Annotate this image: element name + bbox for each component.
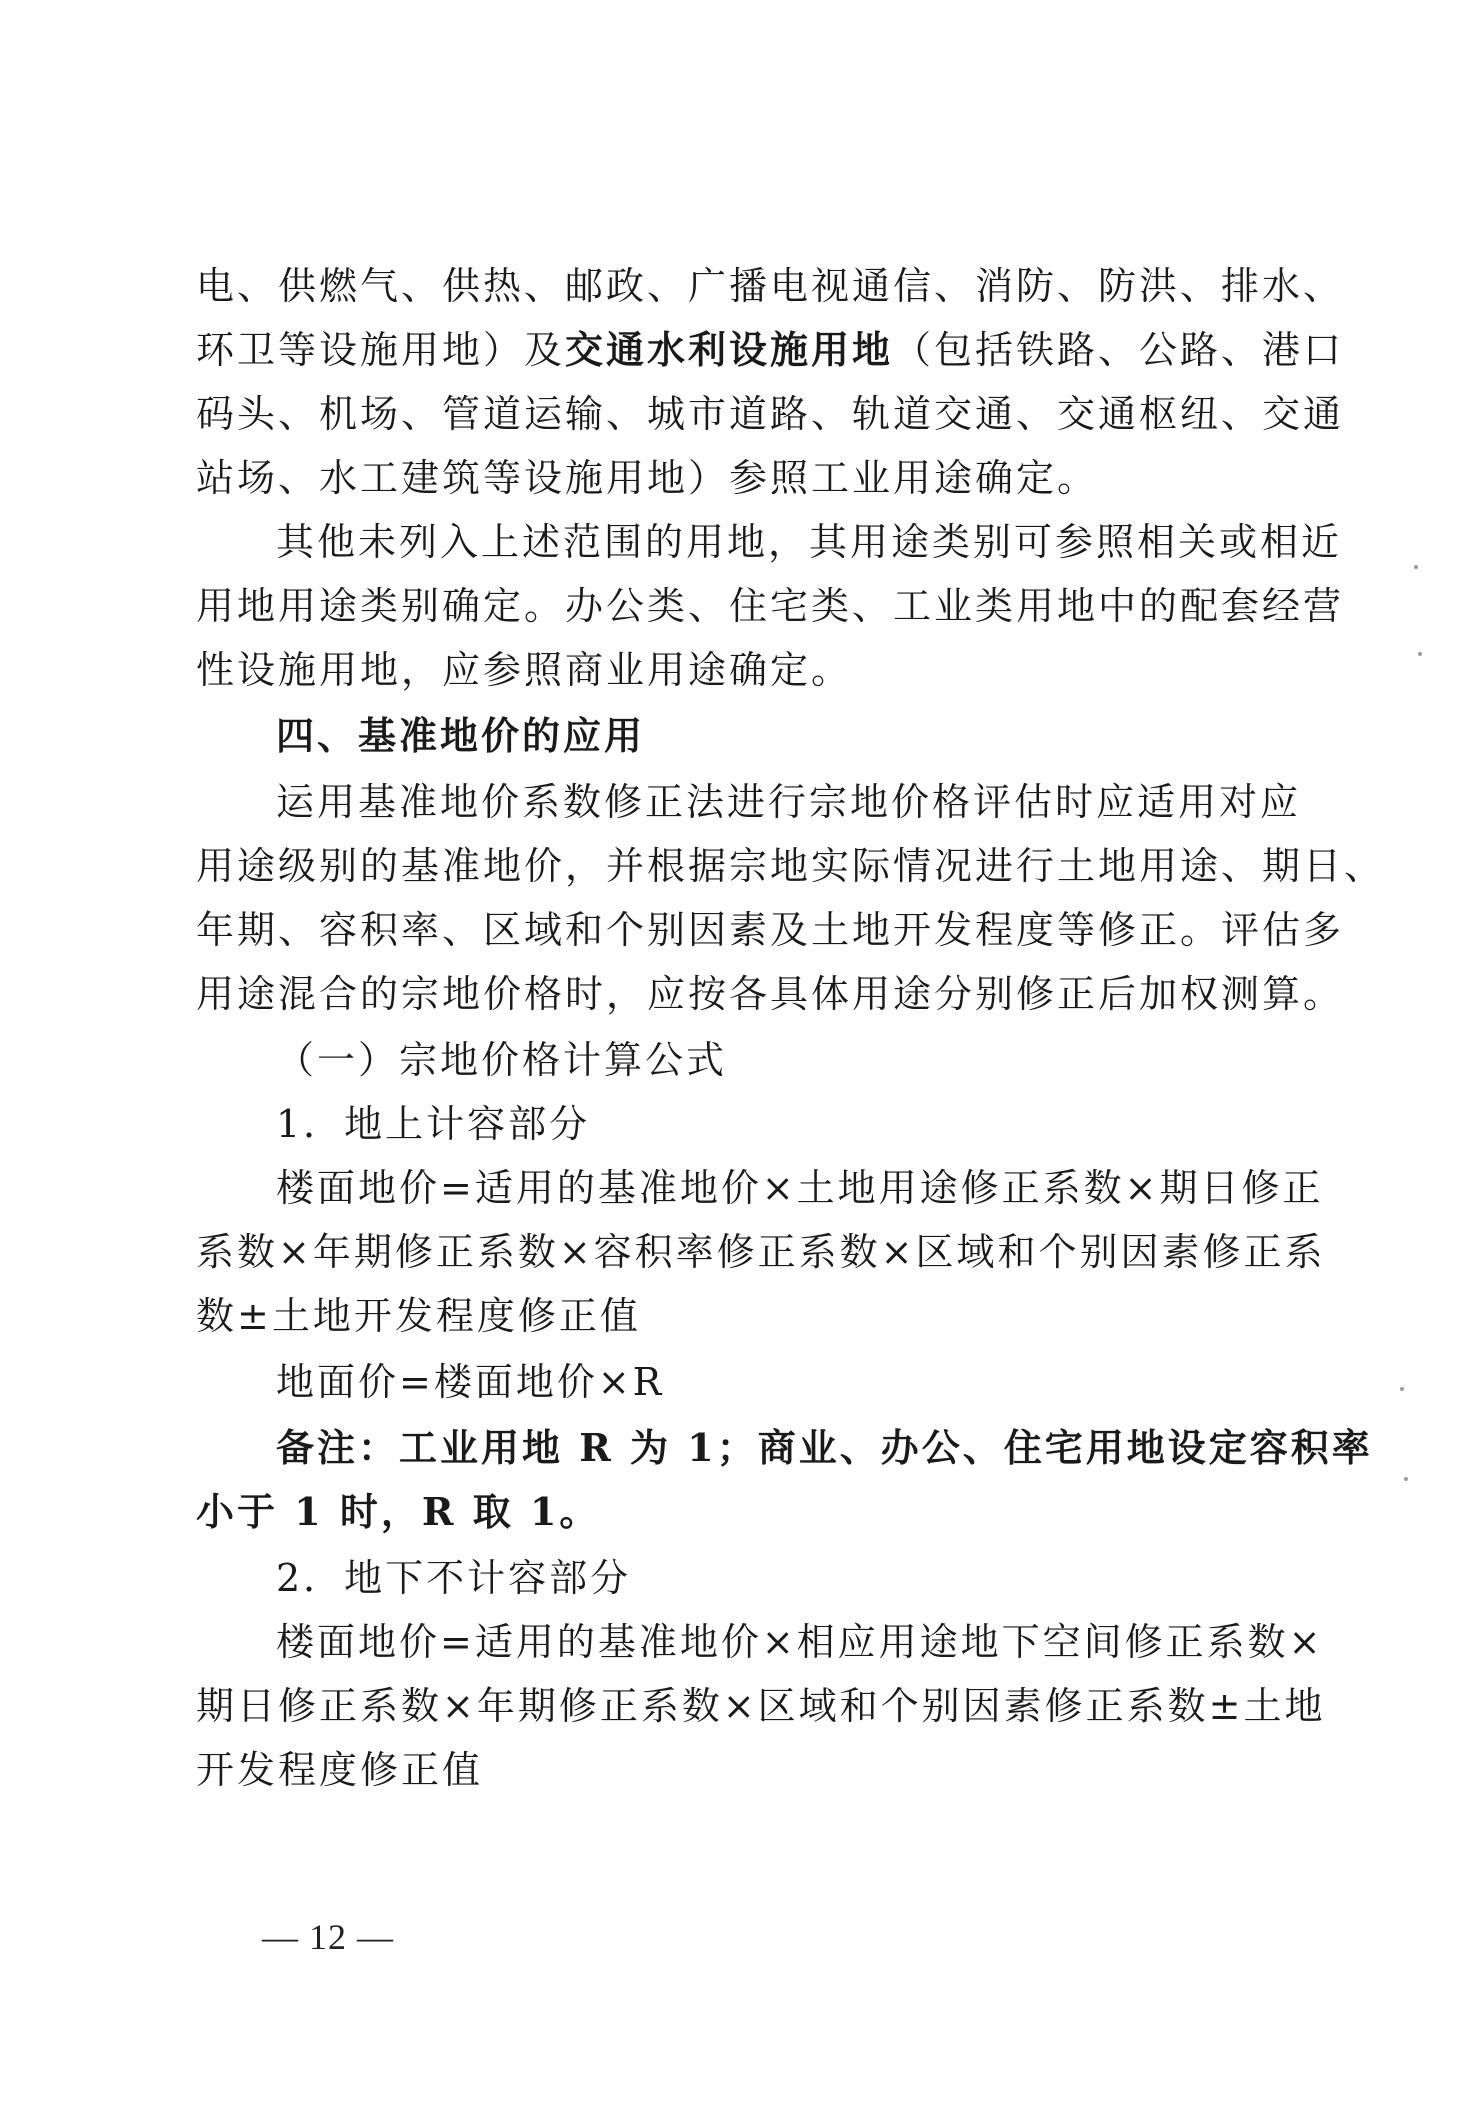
formula-line: 地面价=楼面地价×R: [276, 1360, 665, 1404]
scan-speck: [1414, 565, 1418, 569]
text-segment: 环卫等设施用地）及: [196, 328, 566, 372]
paragraph-start: 其他未列入上述范围的用地，其用途类别可参照相关或相近: [276, 520, 1343, 564]
item-heading: 2．地下不计容部分: [276, 1556, 632, 1600]
scan-speck: [1404, 1477, 1408, 1481]
scan-speck: [1418, 652, 1422, 656]
text-line-3: 码头、机场、管道运输、城市道路、轨道交通、交通枢纽、交通: [196, 392, 1345, 436]
text-line-11: 年期、容积率、区域和个别因素及土地开发程度等修正。评估多: [196, 908, 1345, 952]
text-segment: （包括铁路、公路、港口: [893, 328, 1345, 372]
text-line-7: 性设施用地，应参照商业用途确定。: [196, 648, 853, 692]
text-line-10: 用途级别的基准地价，并根据宗地实际情况进行土地用途、期日、: [196, 844, 1386, 888]
page-number: — 12 —: [262, 1917, 394, 1957]
text-line-1: 电、供燃气、供热、邮政、广播电视通信、消防、防洪、排水、: [196, 264, 1345, 308]
emphasis-text: 交通水利设施用地: [565, 328, 894, 372]
section-heading: 四、基准地价的应用: [276, 714, 646, 758]
formula-line: 系数×年期修正系数×容积率修正系数×区域和个别因素修正系: [196, 1230, 1326, 1274]
formula-line: 楼面地价=适用的基准地价×土地用途修正系数×期日修正: [276, 1166, 1324, 1210]
formula-line: 开发程度修正值: [196, 1748, 484, 1792]
scan-speck: [1400, 1387, 1404, 1391]
subsection-heading: （一）宗地价格计算公式: [276, 1038, 728, 1082]
note-line: 备注：工业用地 R 为 1；商业、办公、住宅用地设定容积率: [276, 1425, 1373, 1470]
formula-line: 数±土地开发程度修正值: [196, 1294, 641, 1338]
note-line: 小于 1 时，R 取 1。: [196, 1489, 601, 1534]
text-line-2: [196, 326, 1345, 374]
formula-line: 楼面地价=适用的基准地价×相应用途地下空间修正系数×: [276, 1620, 1324, 1664]
text-line-4: 站场、水工建筑等设施用地）参照工业用途确定。: [196, 456, 1099, 500]
item-heading: 1．地上计容部分: [276, 1102, 591, 1146]
text-line-12: 用途混合的宗地价格时，应按各具体用途分别修正后加权测算。: [196, 972, 1345, 1016]
text-line-6: 用地用途类别确定。办公类、住宅类、工业类用地中的配套经营: [196, 584, 1345, 628]
formula-line: 期日修正系数×年期修正系数×区域和个别因素修正系数±土地: [196, 1684, 1326, 1728]
paragraph-start: 运用基准地价系数修正法进行宗地价格评估时应适用对应: [276, 780, 1302, 824]
